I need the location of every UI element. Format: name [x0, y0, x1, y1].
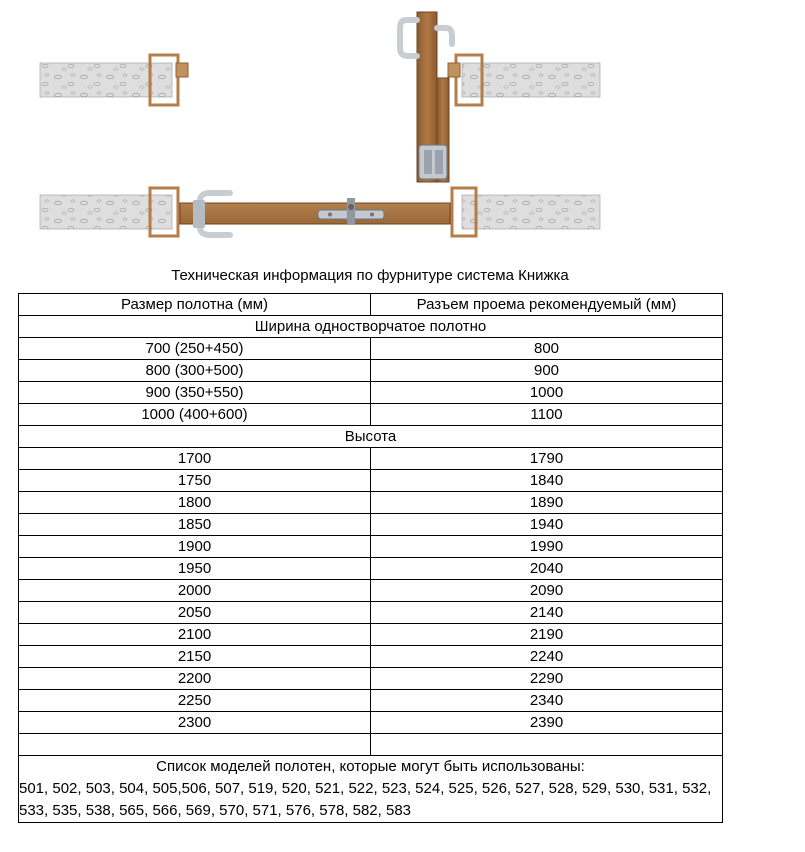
cell-size: 700 (250+450)	[19, 338, 371, 360]
table-row	[19, 580, 723, 602]
cell-opening: 1840	[371, 470, 723, 492]
table-row	[19, 602, 723, 624]
cell-height: 2050	[19, 602, 371, 624]
table-row	[19, 448, 723, 470]
models-heading-row	[19, 756, 723, 778]
cell-height: 1950	[19, 558, 371, 580]
cell-opening: 2090	[371, 580, 723, 602]
models-list-row	[19, 777, 723, 823]
table-row	[19, 536, 723, 558]
door-leaf-folded	[417, 12, 449, 182]
table-row	[19, 712, 723, 734]
cell-size: 900 (350+550)	[19, 382, 371, 404]
table-row	[19, 668, 723, 690]
cell-opening: 2140	[371, 602, 723, 624]
cell-height: 1850	[19, 514, 371, 536]
wall-lower-left	[40, 188, 178, 236]
cell-size: 800 (300+500)	[19, 360, 371, 382]
table-row	[19, 492, 723, 514]
section-row-width	[19, 316, 723, 338]
cell-opening: 1990	[371, 536, 723, 558]
empty-cell	[19, 734, 371, 756]
table-row	[19, 690, 723, 712]
wall-lower-right	[452, 188, 600, 236]
table-row	[19, 470, 723, 492]
section-row-height	[19, 426, 723, 448]
header-opening: Разъем проема рекомендуемый (мм)	[371, 294, 723, 316]
cell-height: 2000	[19, 580, 371, 602]
cell-height: 2200	[19, 668, 371, 690]
cell-height: 2250	[19, 690, 371, 712]
cell-size: 1000 (400+600)	[19, 404, 371, 426]
cell-height: 2150	[19, 646, 371, 668]
models-heading: Список моделей полотен, которые могут быть использованы:	[19, 756, 723, 778]
cell-height: 2300	[19, 712, 371, 734]
cell-height: 1700	[19, 448, 371, 470]
empty-cell	[371, 734, 723, 756]
table-row	[19, 338, 723, 360]
header-size: Размер полотна (мм)	[19, 294, 371, 316]
cell-height: 2100	[19, 624, 371, 646]
cell-opening: 1940	[371, 514, 723, 536]
cell-opening: 2340	[371, 690, 723, 712]
cell-opening: 2190	[371, 624, 723, 646]
door-leaf-closed	[180, 198, 450, 224]
cell-opening: 2390	[371, 712, 723, 734]
page-title: Техническая информация по фурнитуре система Книжка	[171, 267, 569, 284]
cell-opening: 900	[371, 360, 723, 382]
cell-opening: 1100	[371, 404, 723, 426]
table-row	[19, 514, 723, 536]
cell-opening: 2040	[371, 558, 723, 580]
section-title-height: Высота	[19, 426, 723, 448]
table-row	[19, 558, 723, 580]
wall-upper-left	[40, 55, 188, 105]
table-row	[19, 382, 723, 404]
door-diagram	[0, 0, 805, 262]
wall-upper-right	[448, 55, 600, 105]
table-row	[19, 360, 723, 382]
empty-row	[19, 734, 723, 756]
table-row	[19, 624, 723, 646]
cell-opening: 800	[371, 338, 723, 360]
table-row	[19, 404, 723, 426]
models-list: 501, 502, 503, 504, 505,506, 507, 519, 520, 521, 522, 523, 524, 525, 526, 527, 528, 529, 530, 531, 532, 533, 535, 538, 565, 566, 569, 570, 571, 576, 578, 582, 583	[19, 777, 723, 823]
spec-table	[18, 293, 723, 823]
cell-opening: 2240	[371, 646, 723, 668]
cell-opening: 1890	[371, 492, 723, 514]
cell-opening: 2290	[371, 668, 723, 690]
cell-opening: 1790	[371, 448, 723, 470]
table-header-row	[19, 294, 723, 316]
table-row	[19, 646, 723, 668]
section-title-width: Ширина одностворчатое полотно	[19, 316, 723, 338]
cell-height: 1900	[19, 536, 371, 558]
cell-height: 1750	[19, 470, 371, 492]
cell-opening: 1000	[371, 382, 723, 404]
cell-height: 1800	[19, 492, 371, 514]
